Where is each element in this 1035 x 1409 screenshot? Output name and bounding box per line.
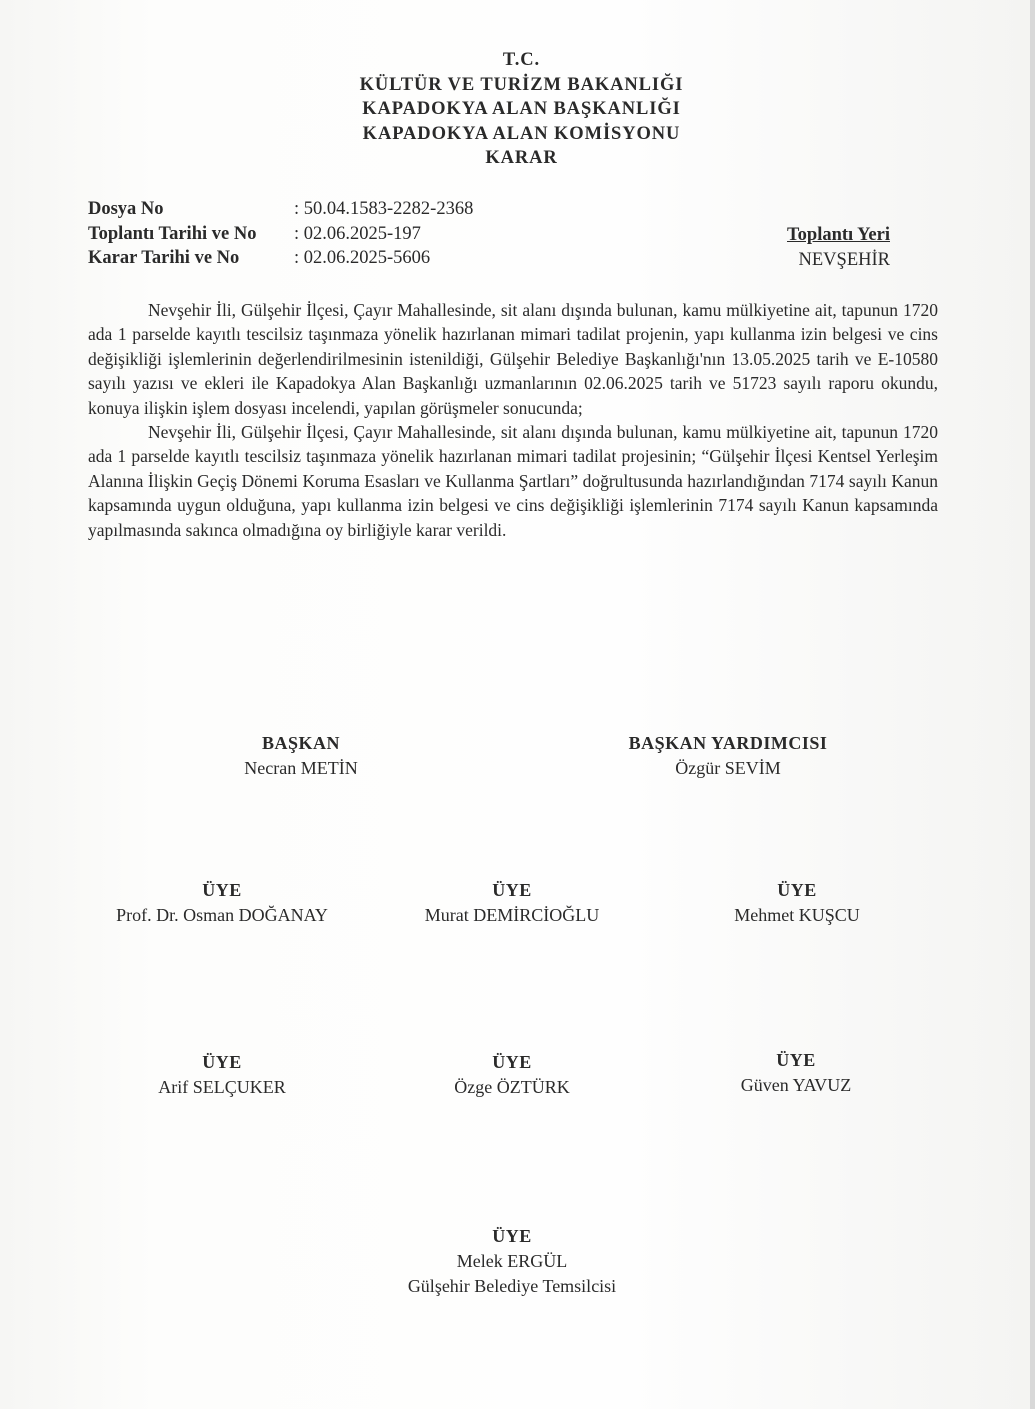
member-2-name: Murat DEMİRCİOĞLU [424,905,600,925]
decision-date-value: : 02.06.2025-5606 [294,248,431,268]
meeting-date-value: : 02.06.2025-197 [294,223,421,244]
member-4-name: Arif SELÇUKER [158,1077,286,1097]
signature-member-2 [396,878,628,928]
signature-member-4 [120,1050,324,1100]
member-6-role: ÜYE [776,1050,816,1070]
header-decision: KARAR [485,148,558,168]
file-number-label: Dosya No [88,199,164,219]
signature-member-3 [700,878,894,928]
chair-role: BAŞKAN [261,733,340,753]
vice-chair-name: Özgür SEVİM [675,758,781,778]
signature-vice-chair [598,731,858,781]
member-7-title: Gülşehir Belediye Temsilcisi [407,1276,617,1296]
member-2-role: ÜYE [492,880,532,900]
member-7-name: Melek ERGÜL [456,1251,568,1271]
meta-row-meeting [88,222,898,247]
meta-row-file [88,197,898,222]
file-number-value: : 50.04.1583-2282-2368 [294,199,474,219]
header-commission: KAPADOKYA ALAN KOMİSYONU [362,123,681,144]
member-3-name: Mehmet KUŞCU [734,905,860,925]
member-5-role: ÜYE [492,1052,532,1072]
member-6-name: Güven YAVUZ [740,1075,852,1095]
signature-member-1 [86,878,358,928]
member-3-role: ÜYE [777,880,817,900]
signature-member-7 [370,1224,654,1299]
meeting-place-value: NEVŞEHİR [798,250,890,270]
signature-chair [196,731,406,781]
member-1-name: Prof. Dr. Osman DOĞANAY [116,905,328,925]
vice-chair-role: BAŞKAN YARDIMCISI [628,733,828,753]
decision-date-label: Karar Tarihi ve No [88,248,240,268]
signature-member-5 [420,1050,604,1100]
document-meta [88,197,898,271]
member-4-role: ÜYE [202,1052,242,1072]
page-edge [1030,0,1035,1409]
member-5-name: Özge ÖZTÜRK [454,1077,570,1097]
paragraph-1: Nevşehir İli, Gülşehir İlçesi, Çayır Mahallesinde, sit alanı dışında bulunan, kamu mülkiyetine ait, tapunun 1720 ada 1 parselde kayıtlı tescilsiz taşınmaza yönelik hazırlanan mimari tadilat projenin, yapı kullanma izin belgesi ve cins değişikliği işlemlerinin değerlendirilmesinin istenildiği, Gülşehir Belediye Başkanlığı'nın 13.05.2025 tarih ve E-10580 sayılı yazısı ve ekleri ile Kapadokya Alan Başkanlığı uzmanlarının 02.06.2025 tarih ve 51723 sayılı raporu okundu, konuya ilişkin işlem dosyası incelendi, yapılan görüşmeler sonucunda; [88,300,938,418]
member-7-role: ÜYE [492,1226,532,1246]
meta-row-decision [88,246,898,271]
signature-member-6 [710,1048,882,1098]
header-tc: T.C. [502,50,541,70]
meeting-date-label: Toplantı Tarihi ve No [88,223,257,244]
member-1-role: ÜYE [202,880,242,900]
chair-name: Necran METİN [244,758,358,778]
header-ministry: KÜLTÜR VE TURİZM BAKANLIĞI [359,74,684,95]
header-directorate: KAPADOKYA ALAN BAŞKANLIĞI [362,99,681,119]
meeting-place-label: Toplantı Yeri [787,225,890,245]
decision-body [88,298,938,542]
document-header [0,48,1035,171]
paragraph-2: Nevşehir İli, Gülşehir İlçesi, Çayır Mahallesinde, sit alanı dışında bulunan, kamu mülkiyetine ait, tapunun 1720 ada 1 parselde kayıtlı tescilsiz taşınmaza yönelik hazırlanan mimari tadilat projesinin; “Gülşehir İlçesi Kentsel Yerleşim Alanına İlişkin Geçiş Dönemi Koruma Esasları ve Kullanma Şartları” doğrultusunda hazırlandığından 7174 sayılı Kanun kapsamında uygun olduğuna, yapı kullanma izin belgesi ve cins değişikliği işlemlerinin 7174 sayılı Kanun kapsamında yapılmasında sakınca olmadığına oy birliğiyle karar verildi. [88,422,938,540]
